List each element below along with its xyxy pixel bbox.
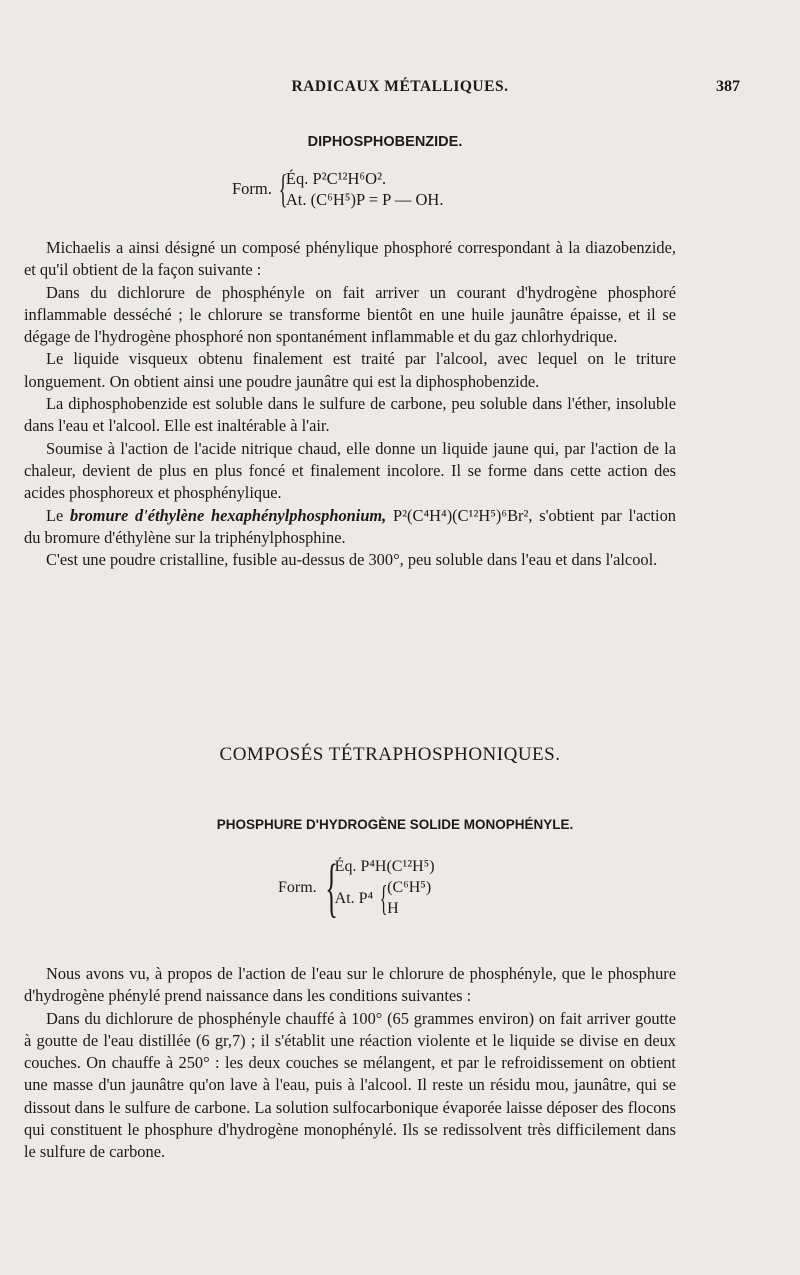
formula-brace: { — [324, 850, 338, 924]
paragraph: C'est une poudre cristalline, fusible au-dessus de 300°, peu soluble dans l'eau et dans l'alcool. — [46, 550, 658, 570]
page-header — [60, 78, 740, 100]
formula-inner-brace: { — [379, 878, 388, 918]
bromure-prefix: Le — [46, 505, 64, 525]
running-title: RADICAUX MÉTALLIQUES. — [291, 78, 509, 95]
section-title-phosphure: PHOSPHURE D'HYDROGÈNE SOLIDE MONOPHÉNYLE. — [216, 817, 574, 832]
page-number: 387 — [716, 78, 740, 95]
section-title-tetraphosphoniques: COMPOSÉS TÉTRAPHOSPHONIQUES. — [219, 744, 561, 765]
formula-at-top: (C⁶H⁵) — [387, 879, 432, 896]
section3-body — [24, 963, 676, 1164]
formula-brace: { — [278, 166, 288, 211]
formula-at: At. P⁴ — [334, 889, 374, 907]
paragraph-bromure — [24, 505, 676, 550]
formula-eq: Éq. P²C¹²H⁶O². — [285, 169, 387, 188]
paragraph: Dans du dichlorure de phosphényle on fait arriver un courant d'hydrogène phosphoré inflammable desséché ; le chlorure se transforme bientôt en une huile jaunâtre épaisse, et il se dégage de l'hydrogène phosphoré non spontanément inflammable et du gaz chlorhydrique. — [24, 282, 676, 347]
bromure-name: bromure d'éthylène hexaphénylphosphonium, — [70, 505, 387, 525]
formula-at-group — [387, 877, 431, 919]
bromure-rest: P²(C⁴H⁴)(C¹²H⁵)⁶Br², s'obtient par l'action du bromure d'éthylène sur la triphénylphosphine. — [24, 505, 677, 547]
section1-body — [24, 237, 676, 571]
paragraph: Nous avons vu, à propos de l'action de l'eau sur le chlorure de phosphényle, que le phosphure d'hydrogène phénylé prend naissance dans les conditions suivantes : — [24, 964, 676, 1006]
formula-at-row — [335, 877, 435, 919]
formula-label: Form. — [232, 179, 272, 198]
formula-at: At. (C⁶H⁵)P = P — OH. — [285, 190, 444, 209]
formula-eq: Éq. P⁴H(C¹²H⁵) — [334, 858, 435, 875]
paragraph: Le liquide visqueux obtenu finalement est traité par l'alcool, avec lequel on le triture longuement. On obtient ainsi une poudre jaunâtre qui est la diphosphobenzide. — [24, 349, 676, 391]
formula-phosphure — [278, 850, 435, 924]
paragraph: Michaelis a ainsi désigné un composé phénylique phosphoré correspondant à la diazobenzide, et qu'il obtient de la façon suivante : — [24, 238, 676, 280]
paragraph: La diphosphobenzide est soluble dans le sulfure de carbone, peu soluble dans l'éther, insoluble dans l'eau et l'alcool. Elle est inaltérable à l'air. — [24, 394, 676, 436]
paragraph: Dans du dichlorure de phosphényle chauffé à 100° (65 grammes environ) on fait arriver goutte à goutte de l'eau distillée (6 gr,7) ; il s'établit une réaction violente et le liquide se divise en deux couches. On chauffe à 250° : les deux couches se mélangent, et par le refroidissement on obtient une masse d'un jaunâtre qu'on lave à l'eau, puis à l'alcool. Il reste un résidu mou, jaunâtre, qui se dissout dans le sulfure de carbone. La solution sulfocarbonique évaporée laisse déposer des flocons qui constituent le phosphure d'hydrogène monophénylé. Ils se redissolvent très difficilement dans le sulfure de carbone. — [24, 1008, 676, 1162]
formula-label: Form. — [278, 878, 317, 896]
formula-at-bottom: H — [387, 900, 399, 917]
section-title-diphosphobenzide: DIPHOSPHOBENZIDE. — [307, 134, 463, 150]
paragraph: Soumise à l'action de l'acide nitrique chaud, elle donne un liquide jaune qui, par l'action de la chaleur, devient de plus en plus foncé et finalement incolore. Il se forme dans cette action des acides phosphoreux et phosphénylique. — [24, 438, 676, 503]
formula-diphosphobenzide — [232, 168, 443, 210]
